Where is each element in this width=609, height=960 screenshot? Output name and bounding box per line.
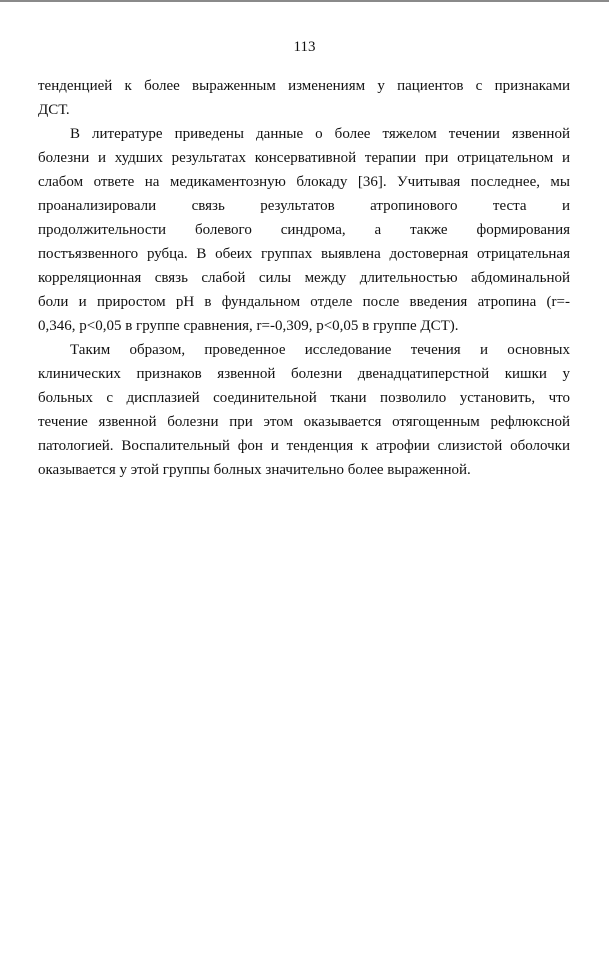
text-line: патологией. Воспалительный фон и тенденция к атрофии слизистой оболочки	[38, 438, 570, 454]
text-line: ДСТ.	[38, 102, 70, 118]
page-number: 113	[293, 39, 316, 55]
text-line: течение язвенной болезни при этом оказывается отягощенным рефлюксной	[38, 414, 570, 430]
top-border-line	[0, 0, 609, 2]
paragraph-1	[38, 76, 570, 124]
paragraph-3	[38, 340, 570, 484]
text-line: Таким образом, проведенное исследование течения и основных	[70, 342, 570, 358]
text-line: продолжительности болевого синдрома, а также формирования	[38, 222, 570, 238]
text-line: боли и приростом pH в фундальном отделе после введения атропина (r=-	[38, 294, 570, 310]
text-line: больных с дисплазией соединительной ткани позволило установить, что	[38, 390, 570, 406]
text-line: корреляционная связь слабой силы между длительностью абдоминальной	[38, 270, 570, 286]
paragraph-2	[38, 124, 570, 340]
text-line: тенденцией к более выраженным изменениям у пациентов с признаками	[38, 78, 570, 94]
text-line: болезни и худших результатах консервативной терапии при отрицательном и	[38, 150, 570, 166]
text-line: оказывается у этой группы болных значительно более выраженной.	[38, 462, 471, 478]
text-line: В литературе приведены данные о более тяжелом течении язвенной	[70, 126, 570, 142]
text-line: слабом ответе на медикаментозную блокаду [36]. Учитывая последнее, мы	[38, 174, 570, 190]
text-line: проанализировали связь результатов атропинового теста и	[38, 198, 570, 214]
text-line: постъязвенного рубца. В обеих группах выявлена достоверная отрицательная	[38, 246, 570, 262]
text-line: 0,346, p<0,05 в группе сравнения, r=-0,309, p<0,05 в группе ДСТ).	[38, 318, 459, 334]
body-text	[38, 76, 570, 484]
text-line: клинических признаков язвенной болезни двенадцатиперстной кишки у	[38, 366, 570, 382]
